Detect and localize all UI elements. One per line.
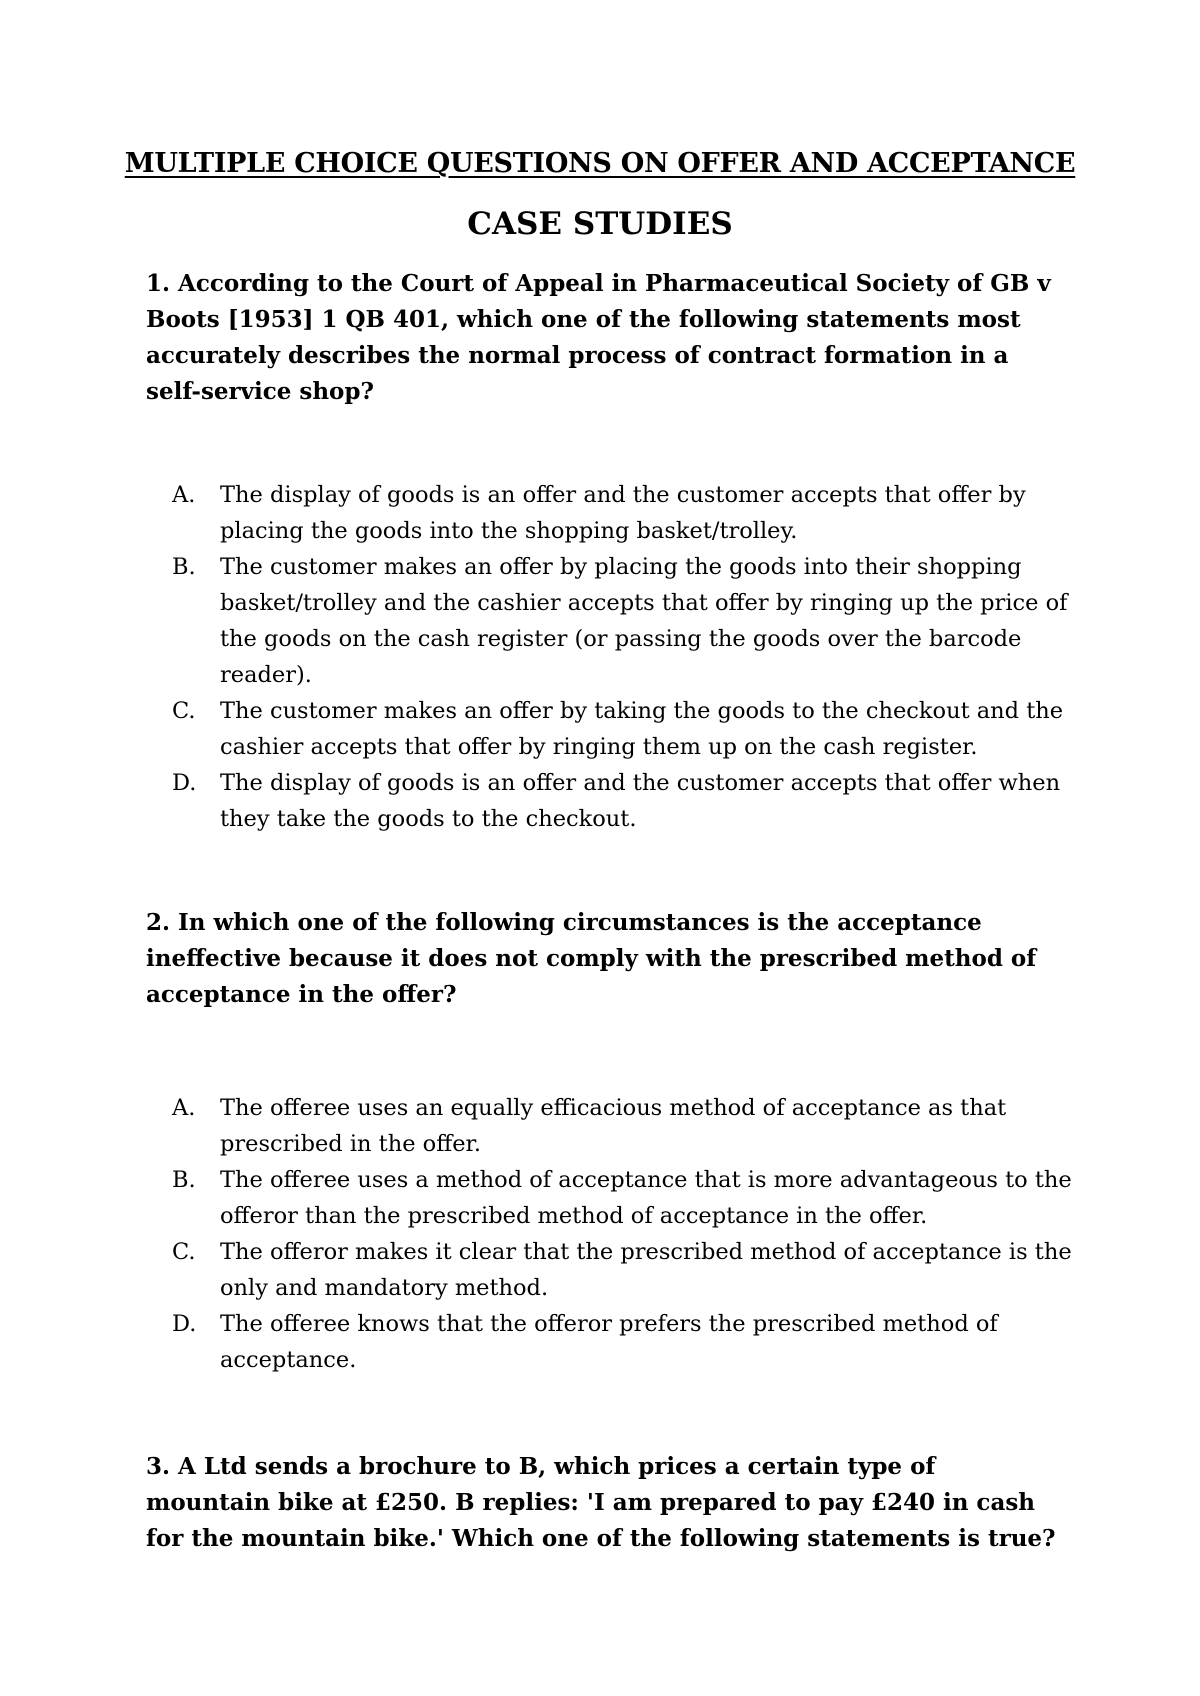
question-1-options [172, 477, 1072, 837]
question-2-option-d [172, 1306, 1072, 1378]
option-letter: D. [172, 770, 197, 796]
option-text: The customer makes an offer by placing the goods into their shopping basket/trolley and the cashier accepts that offer by ringing up the price of the goods on the cash register (or passing the goods over the barcode reader). [220, 554, 1068, 688]
question-3-text: 3. A Ltd sends a brochure to B, which prices a certain type of mountain bike at £250. B replies: 'I am prepared to pay £240 in cash for the mountain bike.' Which one of the following statements is true? [146, 1453, 1056, 1552]
option-text: The offeree knows that the offeror prefers the prescribed method of acceptance. [220, 1311, 998, 1373]
question-1-option-b [172, 549, 1072, 693]
option-letter: B. [172, 1167, 196, 1193]
document-subtitle: CASE STUDIES [467, 206, 733, 242]
question-1-option-a [172, 477, 1072, 549]
question-2-option-c [172, 1234, 1072, 1306]
option-letter: B. [172, 554, 196, 580]
option-letter: C. [172, 1239, 196, 1265]
option-letter: D. [172, 1311, 197, 1337]
option-text: The offeree uses a method of acceptance that is more advantageous to the offeror than the prescribed method of acceptance in the offer. [220, 1167, 1072, 1229]
question-1-option-d [172, 765, 1072, 837]
option-text: The display of goods is an offer and the customer accepts that offer by placing the goods into the shopping basket/trolley. [220, 482, 1026, 544]
option-text: The customer makes an offer by taking the goods to the checkout and the cashier accepts that offer by ringing them up on the cash register. [220, 698, 1064, 760]
option-text: The offeror makes it clear that the prescribed method of acceptance is the only and mandatory method. [220, 1239, 1072, 1301]
question-2-option-b [172, 1162, 1072, 1234]
document-title: MULTIPLE CHOICE QUESTIONS ON OFFER AND ACCEPTANCE [124, 148, 1076, 179]
question-2-text: 2. In which one of the following circumstances is the acceptance ineffective because it does not comply with the prescribed method of acceptance in the offer? [146, 909, 1037, 1008]
option-letter: C. [172, 698, 196, 724]
question-1-option-c [172, 693, 1072, 765]
option-letter: A. [172, 1095, 196, 1121]
option-letter: A. [172, 482, 196, 508]
option-text: The offeree uses an equally efficacious method of acceptance as that prescribed in the offer. [220, 1095, 1007, 1157]
option-text: The display of goods is an offer and the customer accepts that offer when they take the goods to the checkout. [220, 770, 1061, 832]
question-1-text: 1. According to the Court of Appeal in Pharmaceutical Society of GB v Boots [1953] 1 QB 401, which one of the following statements most accurately describes the normal process of contract formation in a self-service shop? [146, 270, 1051, 405]
question-2-option-a [172, 1090, 1072, 1162]
question-2-options [172, 1090, 1072, 1378]
